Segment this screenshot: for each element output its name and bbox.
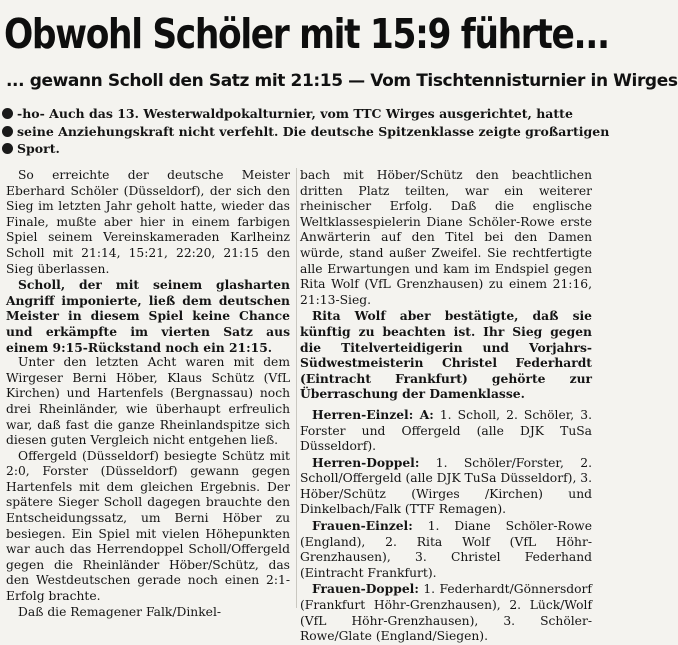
article-right-column: [300, 168, 592, 645]
paragraph-scholl: Scholl, der mit seinem glasharten Angriff imponierte, ließ dem deutschen Meister in diesem Spiel keine Chance und erkämpfte im vierten Satz aus einem 9:15-Rückstand noch ein 21:15.: [6, 277, 290, 355]
bullet-icon: [2, 143, 13, 154]
result-text: 1. Schöler/Forster, 2. Scholl/Offergeld (alle DJK TuSa Düsseldorf), 3. Höber/Schütz (Wirges /Kirchen) und Dinkelbach/Falk (TTF Remagen).: [300, 455, 592, 517]
result-text: 1. Diane Schöler-Rowe (England), 2. Rita Wolf (VfL Höhr-Grenzhausen), 3. Christel Federhand (Eintracht Frankfurt).: [300, 519, 592, 580]
column-divider: [296, 168, 297, 608]
lead-line-2: [2, 123, 610, 141]
result-frauen-doppel: [300, 581, 592, 644]
result-label: Herren-Doppel:: [312, 454, 420, 470]
paragraph-final: So erreichte der deutsche Meister Eberhard Schöler (Düsseldorf), der sich den Sieg im letzten Jahr geholt hatte, wieder das Finale, mußte aber hier in einem farbigen Spiel seinem Vereinskameraden Karlheinz Scholl mit 21:14, 15:21, 22:20, 21:15 den Sieg überlassen.: [6, 168, 290, 276]
result-herren-einzel: [300, 407, 592, 455]
bullet-icon: [2, 126, 13, 137]
subheadline: ... gewann Scholl den Satz mit 21:15 — Vom Tischtennisturnier in Wirges: [6, 71, 678, 91]
result-text: 1. Federhardt/Gönnersdorf (Frankfurt Höhr-Grenzhausen), 2. Lück/Wolf (VfL Höhr-Grenzhausen), 3. Schöler-Rowe/Glate (England/Siegen).: [300, 582, 592, 644]
result-frauen-einzel: [300, 518, 592, 581]
bullet-icon: [2, 108, 13, 119]
headline: Obwohl Schöler mit 15:9 führte...: [4, 10, 609, 58]
lead-line-3: [2, 140, 596, 158]
paragraph-third-place: bach mit Höber/Schütz den beachtlichen dritten Platz teilten, war ein weiterer rheinischer Erfolg. Daß die englische Weltklassespielerin Diane Schöler-Rowe erste Anwärterin auf den Titel bei den Damen würde, stand außer Zweifel. Sie rechtfertigte alle Erwartungen und kam im Endspiel gegen Rita Wolf (VfL Grenzhausen) zu einem 21:16, 21:13-Sieg.: [300, 168, 592, 307]
result-herren-doppel: [300, 455, 592, 518]
paragraph-rita-wolf: Rita Wolf aber bestätigte, daß sie künftig zu beachten ist. Ihr Sieg gegen die Titelverteidigerin und Vorjahrs-Südwestmeisterin Christel Federhardt (Eintracht Frankfurt) gehörte zur Überraschung der Damenklasse.: [300, 308, 592, 402]
paragraph-remagen: Daß die Remagener Falk/Dinkel-: [18, 604, 222, 619]
article-left-column: [6, 168, 290, 620]
lead-text-1: -ho- Auch das 13. Westerwaldpokalturnier, vom TTC Wirges ausgerichtet, hatte: [17, 106, 573, 121]
lead-text-3: Sport.: [17, 141, 60, 156]
paragraph-last-eight: Unter den letzten Acht waren mit dem Wirgeser Berni Höber, Klaus Schütz (VfL Kirchen) und Hartenfels (Bergnassau) noch drei Rheinländer, wie überhaupt erfreulich war, daß fast die ganze Rheinlandspitze sich diesen guten Vergleich nicht entgehen ließ.: [6, 355, 290, 448]
result-text: 1. Scholl, 2. Schöler, 3. Forster und Offergeld (alle DJK TuSa Düsseldorf).: [300, 407, 592, 454]
result-label: Herren-Einzel: A:: [312, 406, 434, 422]
paragraph-offergeld: Offergeld (Düsseldorf) besiegte Schütz mit 2:0, Forster (Düsseldorf) gewann gegen Hartenfels mit dem gleichen Ergebnis. Der spätere Sieger Scholl dagegen brauchte den Entscheidungssatz, um Berni Höber zu besiegen. Ein Spiel mit vielen Höhepunkten war auch das Herrendoppel Scholl/Offergeld gegen die Rheinländer Höber/Schütz, das den Westdeutschen gerade noch einen 2:1-Erfolg brachte.: [6, 448, 290, 604]
lead-line-1: [2, 105, 596, 123]
lead-paragraph: [2, 105, 610, 158]
result-label: Frauen-Doppel:: [312, 581, 419, 597]
lead-text-2: seine Anziehungskraft nicht verfehlt. Die deutsche Spitzenklasse zeigte großartigen: [17, 123, 610, 139]
result-label: Frauen-Einzel:: [312, 518, 413, 534]
